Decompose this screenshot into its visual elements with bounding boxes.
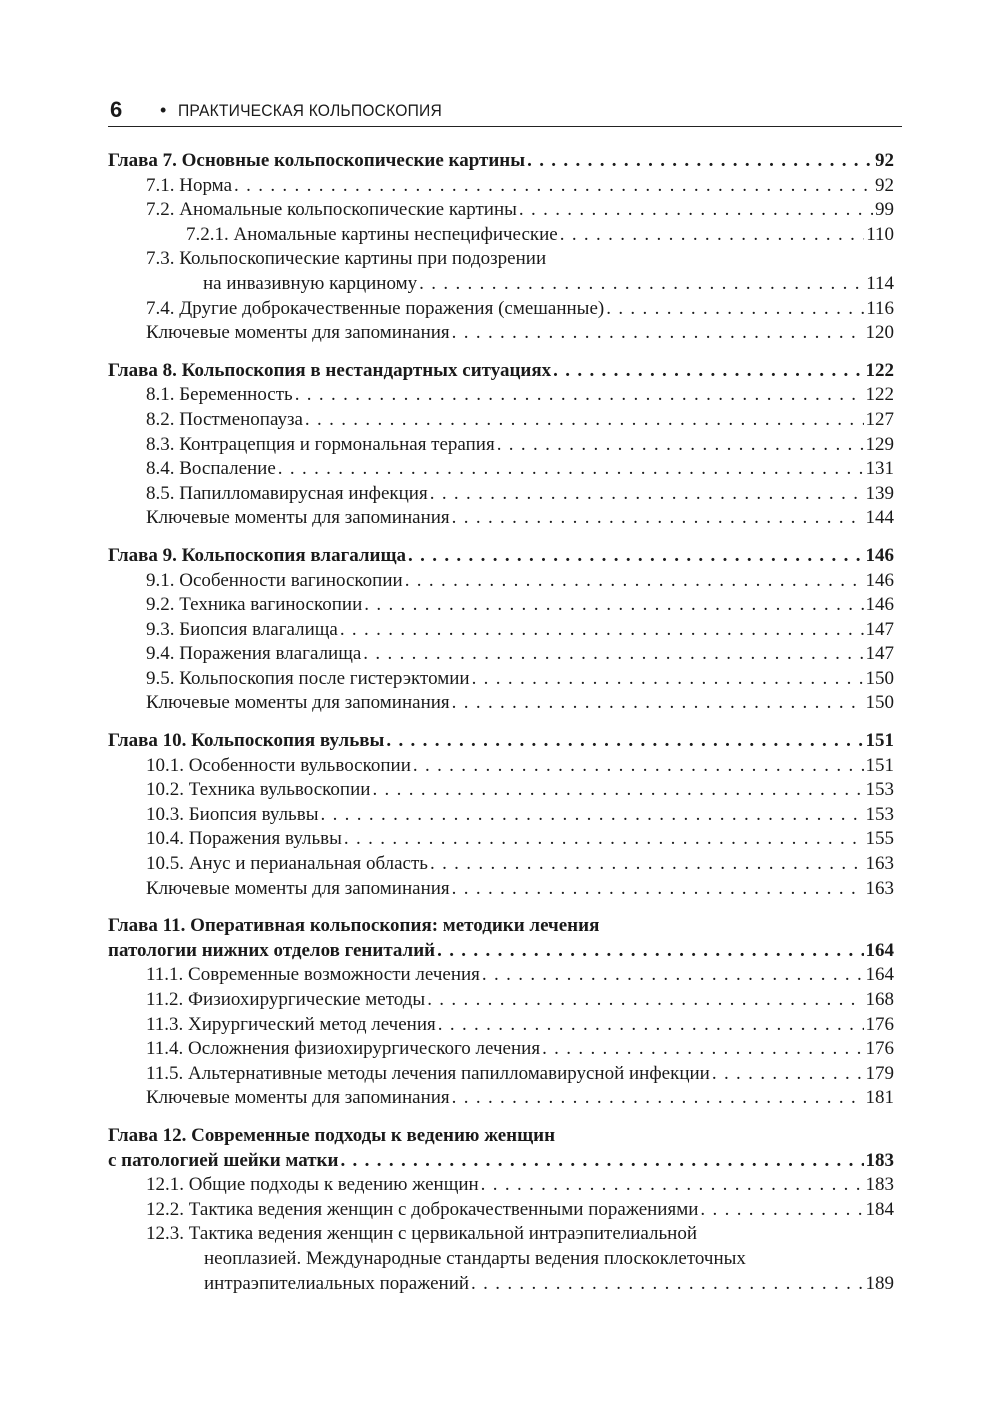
- toc-entry[interactable]: 9.4. Поражения влагалища . . . 147: [108, 642, 894, 667]
- toc-entry[interactable]: 9.2. Техника вагиноскопии . . . 146: [108, 593, 894, 618]
- running-title: ПРАКТИЧЕСКАЯ КОЛЬПОСКОПИЯ: [178, 101, 442, 120]
- toc-entry[interactable]: 8.3. Контрацепция и гормональная терапия . . . 129: [108, 433, 894, 458]
- toc-entry[interactable]: 9.5. Кольпоскопия после гистерэктомии . . . 150: [108, 667, 894, 692]
- toc-entry-continuation[interactable]: неоплазией. Международные стандарты ведения плоскоклеточных: [204, 1247, 746, 1269]
- toc-entry[interactable]: 11.3. Хирургический метод лечения . . . 176: [108, 1013, 894, 1038]
- page-number: 6: [110, 97, 123, 122]
- chapter-10: [108, 729, 894, 901]
- toc-subentry[interactable]: 7.2.1. Аномальные картины неспецифические . . . 110: [108, 223, 894, 248]
- chapter-12: [108, 1124, 894, 1296]
- chapter-heading[interactable]: Глава 10. Кольпоскопия вульвы . . . 151: [108, 729, 894, 754]
- chapter-9: [108, 544, 894, 716]
- toc-entry[interactable]: 11.1. Современные возможности лечения . . . 164: [108, 963, 894, 988]
- toc-entry[interactable]: 8.4. Воспаление . . . 131: [108, 457, 894, 482]
- toc-entry[interactable]: 9.1. Особенности вагиноскопии . . . 146: [108, 569, 894, 594]
- toc-entry-key-points[interactable]: Ключевые моменты для запоминания . . . 181: [108, 1086, 894, 1111]
- toc-entry-key-points[interactable]: Ключевые моменты для запоминания . . . 144: [108, 506, 894, 531]
- toc-entry[interactable]: 12.3. Тактика ведения женщин с цервикальной интраэпителиальной: [146, 1223, 698, 1245]
- toc-entry[interactable]: 8.1. Беременность . . . 122: [108, 383, 894, 408]
- chapter-heading-continuation[interactable]: с патологией шейки матки . . . 183: [108, 1149, 894, 1174]
- chapter-heading[interactable]: Глава 12. Современные подходы к ведению женщин: [108, 1124, 556, 1146]
- toc-entry[interactable]: 10.3. Биопсия вульвы . . . 153: [108, 803, 894, 828]
- toc-entry[interactable]: 7.4. Другие доброкачественные поражения (смешанные) . . . 116: [108, 297, 894, 322]
- toc-entry-key-points[interactable]: Ключевые моменты для запоминания . . . 150: [108, 691, 894, 716]
- toc-entry[interactable]: 12.2. Тактика ведения женщин с доброкачественными поражениями . . . 184: [108, 1198, 894, 1223]
- bullet-separator: •: [160, 100, 167, 120]
- chapter-7: [108, 149, 894, 346]
- toc-entry[interactable]: 7.1. Норма . . . 92: [108, 174, 894, 199]
- chapter-heading[interactable]: Глава 8. Кольпоскопия в нестандартных ситуациях . . . 122: [108, 359, 894, 384]
- table-of-contents: [108, 149, 894, 1309]
- toc-entry[interactable]: 10.4. Поражения вульвы . . . 155: [108, 827, 894, 852]
- chapter-heading[interactable]: Глава 11. Оперативная кольпоскопия: методики лечения: [108, 915, 600, 937]
- chapter-heading[interactable]: Глава 7. Основные кольпоскопические картины . . . 92: [108, 149, 894, 174]
- toc-entry[interactable]: 9.3. Биопсия влагалища . . . 147: [108, 618, 894, 643]
- toc-entry[interactable]: 12.1. Общие подходы к ведению женщин . . . 183: [108, 1173, 894, 1198]
- running-header: [108, 96, 902, 127]
- chapter-heading-continuation[interactable]: патологии нижних отделов гениталий . . . 164: [108, 939, 894, 964]
- toc-entry[interactable]: 10.2. Техника вульвоскопии . . . 153: [108, 778, 894, 803]
- toc-entry-key-points[interactable]: Ключевые моменты для запоминания . . . 120: [108, 321, 894, 346]
- toc-entry[interactable]: 7.2. Аномальные кольпоскопические картины . . . 99: [108, 198, 894, 223]
- toc-entry[interactable]: 7.3. Кольпоскопические картины при подозрении: [146, 248, 547, 270]
- toc-entry-key-points[interactable]: Ключевые моменты для запоминания . . . 163: [108, 877, 894, 902]
- toc-entry-continuation[interactable]: интраэпителиальных поражений . . . 189: [108, 1272, 894, 1297]
- chapter-11: [108, 914, 894, 1111]
- toc-entry-continuation[interactable]: на инвазивную карциному . . . 114: [108, 272, 894, 297]
- chapter-heading[interactable]: Глава 9. Кольпоскопия влагалища . . . 146: [108, 544, 894, 569]
- toc-entry[interactable]: 8.5. Папилломавирусная инфекция . . . 139: [108, 482, 894, 507]
- chapter-8: [108, 359, 894, 531]
- toc-entry[interactable]: 11.5. Альтернативные методы лечения папилломавирусной инфекции . . . 179: [108, 1062, 894, 1087]
- toc-entry[interactable]: 8.2. Постменопауза . . . 127: [108, 408, 894, 433]
- toc-entry[interactable]: 10.5. Анус и перианальная область . . . 163: [108, 852, 894, 877]
- toc-entry[interactable]: 11.4. Осложнения физиохирургического лечения . . . 176: [108, 1037, 894, 1062]
- toc-entry[interactable]: 10.1. Особенности вульвоскопии . . . 151: [108, 754, 894, 779]
- toc-entry[interactable]: 11.2. Физиохирургические методы . . . 168: [108, 988, 894, 1013]
